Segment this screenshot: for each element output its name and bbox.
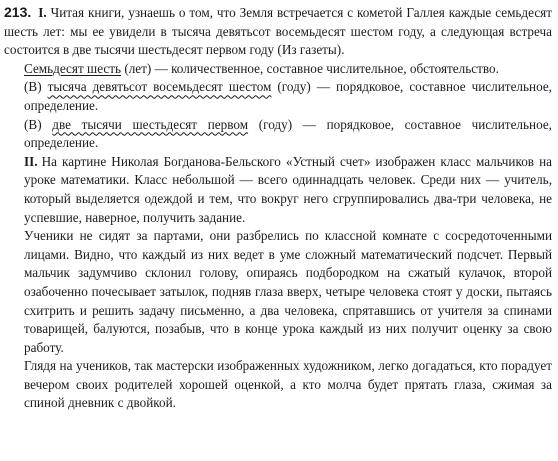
analysis-rest: (году) — порядковое, составное числительное, определение.: [24, 79, 552, 113]
analysis-line-2: [4, 78, 552, 115]
analysis-phrase-wavy-underlined: две тысячи шестьдесят первом: [52, 116, 249, 132]
part1-paragraph: [4, 3, 552, 60]
part2-text: Ученики не сидят за партами, они разбрелись по классной комнате с сосредоточенными лицами. Видно, что каждый из них ведет в уме сложный математический подсчет. Первый мальчик задумчиво склонил голову, опираясь подбородком на сжатый кулачок, второй озабоченно почесывает затылок, подняв глаза вверх, четыре человека стоят у доски, пытаясь схитрить и решить задачу письменно, а два человека, спрятавшись от учителя за спинами товарищей, балуются, позабыв, что в конце урока каждый из них получит оценку за свою работу.: [24, 228, 552, 355]
analysis-rest: (лет) — количественное, составное числительное, обстоятельство.: [121, 60, 499, 76]
analysis-line-3: [4, 116, 552, 153]
analysis-phrase-underlined: Семьдесят шесть: [24, 60, 122, 76]
part2-text: На картине Николая Богданова-Бельского «Устный счет» изображен класс мальчиков на уроке математики. Класс небольшой — всего одиннадцать человек. Среди них — учитель, который выделяется одеждой и тем, что вокруг него сгруппировались два-три человека, не успевшие, наверное, получить задание.: [24, 153, 552, 225]
analysis-phrase-wavy-underlined: тысяча девятьсот восемьдесят шестом: [47, 79, 272, 95]
analysis-rest: (году) — порядковое, составное числительное, определение.: [24, 116, 552, 151]
analysis-line-1: [4, 60, 552, 79]
part1-roman-numeral: I.: [38, 5, 47, 20]
part1-text: Читая книги, узнаешь о том, что Земля встречается с кометой Галлея каждые семьдесят шесть лет: мы ее увидели в тысяча девятьсот восемьдесят шестом году, а следующая встреча состоится в две тысячи шестьдесят первом году (Из газеты).: [4, 5, 553, 58]
exercise-number: 213.: [4, 4, 32, 20]
part2-text: Глядя на учеников, так мастерски изображенных художником, легко догадаться, кто порадует вечером своих родителей хорошей оценкой, а кто молча будет прятать глаза, сжимая за спиной дневник с двойкой.: [24, 358, 552, 411]
part2-paragraph-3: [4, 357, 552, 413]
analysis-prefix: (В): [24, 116, 53, 132]
analysis-prefix: (В): [24, 79, 48, 95]
part2-paragraph-1: [4, 153, 552, 227]
part2-paragraph-2: [4, 227, 552, 357]
part2-roman-numeral: II.: [24, 153, 38, 169]
